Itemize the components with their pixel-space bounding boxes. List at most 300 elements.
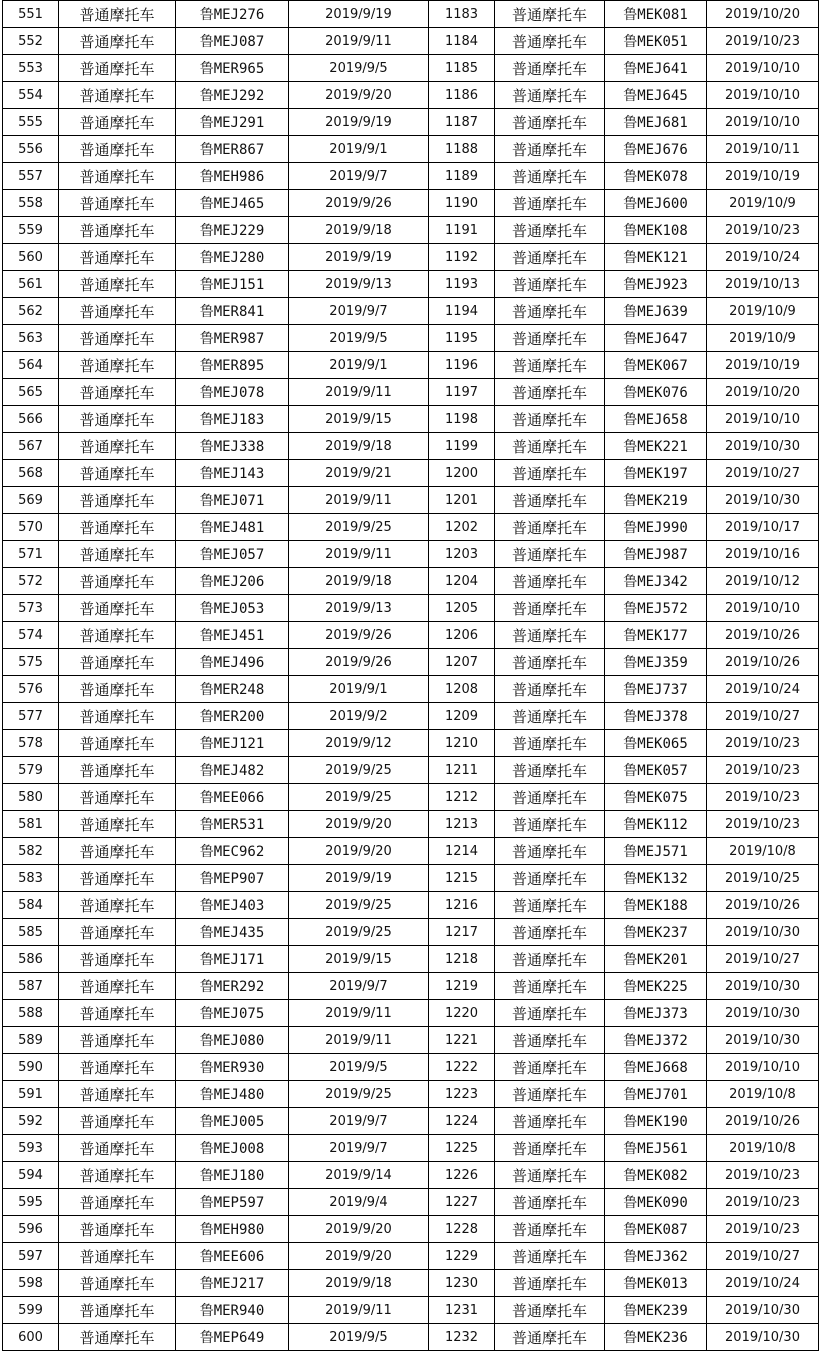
vehicle-type-cell: 普通摩托车 [495, 244, 605, 271]
plate-number-cell: 鲁MEK121 [605, 244, 707, 271]
table-row [3, 271, 819, 298]
plate-number-cell: 鲁MEK190 [605, 1108, 707, 1135]
plate-number-cell: 鲁MEJ561 [605, 1135, 707, 1162]
vehicle-type-cell: 普通摩托车 [495, 190, 605, 217]
vehicle-type-cell: 普通摩托车 [59, 28, 176, 55]
table-row [3, 217, 819, 244]
plate-number-cell: 鲁MEJ465 [176, 190, 289, 217]
vehicle-type-cell: 普通摩托车 [495, 811, 605, 838]
plate-number-cell: 鲁MEK177 [605, 622, 707, 649]
plate-number-cell: 鲁MEJ143 [176, 460, 289, 487]
plate-number-cell: 鲁MEP649 [176, 1324, 289, 1351]
plate-number-cell: 鲁MEJ180 [176, 1162, 289, 1189]
plate-number-cell: 鲁MER292 [176, 973, 289, 1000]
date-cell: 2019/9/11 [289, 1000, 429, 1027]
vehicle-type-cell: 普通摩托车 [59, 271, 176, 298]
serial-number-cell: 584 [3, 892, 59, 919]
table-row [3, 1297, 819, 1324]
vehicle-type-cell: 普通摩托车 [495, 865, 605, 892]
serial-number-cell: 1198 [429, 406, 495, 433]
plate-number-cell: 鲁MEJ647 [605, 325, 707, 352]
vehicle-type-cell: 普通摩托车 [59, 649, 176, 676]
plate-number-cell: 鲁MEJ990 [605, 514, 707, 541]
date-cell: 2019/10/26 [707, 622, 819, 649]
date-cell: 2019/10/9 [707, 325, 819, 352]
date-cell: 2019/10/8 [707, 1081, 819, 1108]
serial-number-cell: 597 [3, 1243, 59, 1270]
serial-number-cell: 578 [3, 730, 59, 757]
date-cell: 2019/9/18 [289, 1270, 429, 1297]
serial-number-cell: 586 [3, 946, 59, 973]
serial-number-cell: 1222 [429, 1054, 495, 1081]
date-cell: 2019/10/23 [707, 757, 819, 784]
date-cell: 2019/10/10 [707, 55, 819, 82]
date-cell: 2019/9/7 [289, 163, 429, 190]
date-cell: 2019/9/11 [289, 1027, 429, 1054]
plate-number-cell: 鲁MEJ372 [605, 1027, 707, 1054]
table-row [3, 406, 819, 433]
date-cell: 2019/9/26 [289, 622, 429, 649]
date-cell: 2019/10/20 [707, 379, 819, 406]
plate-number-cell: 鲁MEE066 [176, 784, 289, 811]
vehicle-type-cell: 普通摩托车 [59, 1000, 176, 1027]
serial-number-cell: 1214 [429, 838, 495, 865]
plate-number-cell: 鲁MEK108 [605, 217, 707, 244]
table-row [3, 1324, 819, 1351]
plate-number-cell: 鲁MEJ291 [176, 109, 289, 136]
date-cell: 2019/9/20 [289, 1243, 429, 1270]
serial-number-cell: 1208 [429, 676, 495, 703]
serial-number-cell: 1185 [429, 55, 495, 82]
date-cell: 2019/9/1 [289, 352, 429, 379]
date-cell: 2019/9/20 [289, 811, 429, 838]
vehicle-type-cell: 普通摩托车 [59, 1243, 176, 1270]
plate-number-cell: 鲁MEJ496 [176, 649, 289, 676]
table-row [3, 784, 819, 811]
serial-number-cell: 598 [3, 1270, 59, 1297]
vehicle-type-cell: 普通摩托车 [495, 946, 605, 973]
vehicle-type-cell: 普通摩托车 [495, 1243, 605, 1270]
table-row [3, 298, 819, 325]
date-cell: 2019/10/26 [707, 649, 819, 676]
vehicle-type-cell: 普通摩托车 [59, 298, 176, 325]
plate-number-cell: 鲁MEK236 [605, 1324, 707, 1351]
table-row [3, 352, 819, 379]
plate-number-cell: 鲁MER248 [176, 676, 289, 703]
table-row [3, 433, 819, 460]
serial-number-cell: 1201 [429, 487, 495, 514]
vehicle-type-cell: 普通摩托车 [59, 190, 176, 217]
serial-number-cell: 1217 [429, 919, 495, 946]
date-cell: 2019/10/9 [707, 298, 819, 325]
vehicle-type-cell: 普通摩托车 [59, 730, 176, 757]
table-row [3, 325, 819, 352]
serial-number-cell: 580 [3, 784, 59, 811]
serial-number-cell: 1192 [429, 244, 495, 271]
table-row [3, 514, 819, 541]
serial-number-cell: 1187 [429, 109, 495, 136]
plate-number-cell: 鲁MEK078 [605, 163, 707, 190]
date-cell: 2019/9/7 [289, 973, 429, 1000]
serial-number-cell: 1225 [429, 1135, 495, 1162]
table-row [3, 838, 819, 865]
vehicle-type-cell: 普通摩托车 [59, 919, 176, 946]
plate-number-cell: 鲁MEJ080 [176, 1027, 289, 1054]
date-cell: 2019/9/26 [289, 190, 429, 217]
plate-number-cell: 鲁MEJ362 [605, 1243, 707, 1270]
vehicle-type-cell: 普通摩托车 [59, 406, 176, 433]
table-row [3, 946, 819, 973]
date-cell: 2019/10/30 [707, 1297, 819, 1324]
plate-number-cell: 鲁MEJ078 [176, 379, 289, 406]
serial-number-cell: 1205 [429, 595, 495, 622]
plate-number-cell: 鲁MEJ681 [605, 109, 707, 136]
vehicle-type-cell: 普通摩托车 [59, 433, 176, 460]
date-cell: 2019/9/1 [289, 676, 429, 703]
date-cell: 2019/10/9 [707, 190, 819, 217]
plate-number-cell: 鲁MEJ373 [605, 1000, 707, 1027]
plate-number-cell: 鲁MER940 [176, 1297, 289, 1324]
date-cell: 2019/9/11 [289, 28, 429, 55]
vehicle-type-cell: 普通摩托车 [495, 460, 605, 487]
vehicle-type-cell: 普通摩托车 [495, 55, 605, 82]
date-cell: 2019/10/27 [707, 1243, 819, 1270]
vehicle-type-cell: 普通摩托车 [495, 136, 605, 163]
plate-number-cell: 鲁MEK057 [605, 757, 707, 784]
table-row [3, 487, 819, 514]
vehicle-type-cell: 普通摩托车 [59, 1270, 176, 1297]
table-row [3, 1081, 819, 1108]
vehicle-type-cell: 普通摩托车 [495, 676, 605, 703]
serial-number-cell: 1195 [429, 325, 495, 352]
plate-number-cell: 鲁MEJ378 [605, 703, 707, 730]
date-cell: 2019/10/30 [707, 1324, 819, 1351]
table-row [3, 28, 819, 55]
plate-number-cell: 鲁MEJ338 [176, 433, 289, 460]
plate-number-cell: 鲁MEE606 [176, 1243, 289, 1270]
table-row [3, 703, 819, 730]
date-cell: 2019/9/21 [289, 460, 429, 487]
plate-number-cell: 鲁MEJ217 [176, 1270, 289, 1297]
table-row [3, 379, 819, 406]
vehicle-type-cell: 普通摩托车 [495, 595, 605, 622]
vehicle-type-cell: 普通摩托车 [495, 541, 605, 568]
date-cell: 2019/9/19 [289, 1, 429, 28]
serial-number-cell: 587 [3, 973, 59, 1000]
vehicle-type-cell: 普通摩托车 [59, 703, 176, 730]
serial-number-cell: 581 [3, 811, 59, 838]
plate-number-cell: 鲁MER930 [176, 1054, 289, 1081]
date-cell: 2019/9/1 [289, 136, 429, 163]
plate-number-cell: 鲁MEK237 [605, 919, 707, 946]
serial-number-cell: 592 [3, 1108, 59, 1135]
date-cell: 2019/9/11 [289, 487, 429, 514]
vehicle-type-cell: 普通摩托车 [59, 1162, 176, 1189]
serial-number-cell: 570 [3, 514, 59, 541]
serial-number-cell: 1230 [429, 1270, 495, 1297]
plate-number-cell: 鲁MEJ280 [176, 244, 289, 271]
plate-number-cell: 鲁MEK219 [605, 487, 707, 514]
serial-number-cell: 585 [3, 919, 59, 946]
plate-number-cell: 鲁MEK013 [605, 1270, 707, 1297]
table-row [3, 595, 819, 622]
date-cell: 2019/10/23 [707, 28, 819, 55]
serial-number-cell: 593 [3, 1135, 59, 1162]
serial-number-cell: 599 [3, 1297, 59, 1324]
plate-number-cell: 鲁MEJ057 [176, 541, 289, 568]
date-cell: 2019/10/23 [707, 217, 819, 244]
plate-number-cell: 鲁MEJ008 [176, 1135, 289, 1162]
vehicle-type-cell: 普通摩托车 [495, 325, 605, 352]
serial-number-cell: 567 [3, 433, 59, 460]
table-row [3, 55, 819, 82]
date-cell: 2019/10/10 [707, 406, 819, 433]
plate-number-cell: 鲁MER200 [176, 703, 289, 730]
plate-number-cell: 鲁MEJ342 [605, 568, 707, 595]
plate-number-cell: 鲁MEP597 [176, 1189, 289, 1216]
date-cell: 2019/10/20 [707, 1, 819, 28]
date-cell: 2019/9/5 [289, 325, 429, 352]
serial-number-cell: 590 [3, 1054, 59, 1081]
date-cell: 2019/9/19 [289, 244, 429, 271]
plate-number-cell: 鲁MEJ639 [605, 298, 707, 325]
vehicle-type-cell: 普通摩托车 [495, 298, 605, 325]
serial-number-cell: 1220 [429, 1000, 495, 1027]
serial-number-cell: 582 [3, 838, 59, 865]
date-cell: 2019/9/25 [289, 1081, 429, 1108]
vehicle-type-cell: 普通摩托车 [59, 676, 176, 703]
plate-number-cell: 鲁MEJ121 [176, 730, 289, 757]
date-cell: 2019/9/7 [289, 298, 429, 325]
date-cell: 2019/9/15 [289, 406, 429, 433]
plate-number-cell: 鲁MEK201 [605, 946, 707, 973]
plate-number-cell: 鲁MEJ075 [176, 1000, 289, 1027]
table-row [3, 82, 819, 109]
vehicle-type-cell: 普通摩托车 [495, 1054, 605, 1081]
date-cell: 2019/9/7 [289, 1108, 429, 1135]
plate-number-cell: 鲁MEK082 [605, 1162, 707, 1189]
vehicle-type-cell: 普通摩托车 [495, 730, 605, 757]
serial-number-cell: 595 [3, 1189, 59, 1216]
plate-number-cell: 鲁MEJ676 [605, 136, 707, 163]
vehicle-type-cell: 普通摩托车 [495, 568, 605, 595]
serial-number-cell: 1190 [429, 190, 495, 217]
plate-number-cell: 鲁MEH986 [176, 163, 289, 190]
vehicle-type-cell: 普通摩托车 [59, 784, 176, 811]
serial-number-cell: 562 [3, 298, 59, 325]
table-row [3, 1135, 819, 1162]
table-row [3, 541, 819, 568]
serial-number-cell: 1186 [429, 82, 495, 109]
date-cell: 2019/9/12 [289, 730, 429, 757]
plate-number-cell: 鲁MEJ645 [605, 82, 707, 109]
date-cell: 2019/9/11 [289, 379, 429, 406]
vehicle-type-cell: 普通摩托车 [495, 919, 605, 946]
vehicle-type-cell: 普通摩托车 [59, 1189, 176, 1216]
serial-number-cell: 557 [3, 163, 59, 190]
serial-number-cell: 1209 [429, 703, 495, 730]
plate-number-cell: 鲁MEJ701 [605, 1081, 707, 1108]
vehicle-type-cell: 普通摩托车 [495, 379, 605, 406]
plate-number-cell: 鲁MEJ071 [176, 487, 289, 514]
serial-number-cell: 1207 [429, 649, 495, 676]
plate-number-cell: 鲁MEJ087 [176, 28, 289, 55]
date-cell: 2019/10/27 [707, 946, 819, 973]
table-row [3, 1216, 819, 1243]
plate-number-cell: 鲁MEK051 [605, 28, 707, 55]
plate-number-cell: 鲁MEJ923 [605, 271, 707, 298]
vehicle-type-cell: 普通摩托车 [495, 1135, 605, 1162]
vehicle-type-cell: 普通摩托车 [59, 1216, 176, 1243]
serial-number-cell: 559 [3, 217, 59, 244]
serial-number-cell: 1223 [429, 1081, 495, 1108]
vehicle-type-cell: 普通摩托车 [59, 1081, 176, 1108]
date-cell: 2019/10/16 [707, 541, 819, 568]
table-row [3, 865, 819, 892]
date-cell: 2019/10/23 [707, 811, 819, 838]
vehicle-type-cell: 普通摩托车 [59, 541, 176, 568]
date-cell: 2019/10/23 [707, 784, 819, 811]
date-cell: 2019/10/26 [707, 892, 819, 919]
plate-number-cell: 鲁MEJ206 [176, 568, 289, 595]
table-row [3, 649, 819, 676]
date-cell: 2019/9/20 [289, 838, 429, 865]
plate-number-cell: 鲁MEJ481 [176, 514, 289, 541]
serial-number-cell: 596 [3, 1216, 59, 1243]
vehicle-type-cell: 普通摩托车 [59, 514, 176, 541]
serial-number-cell: 1227 [429, 1189, 495, 1216]
date-cell: 2019/9/5 [289, 1324, 429, 1351]
date-cell: 2019/9/20 [289, 1216, 429, 1243]
date-cell: 2019/10/11 [707, 136, 819, 163]
plate-number-cell: 鲁MEK132 [605, 865, 707, 892]
vehicle-type-cell: 普通摩托车 [59, 379, 176, 406]
table-row [3, 1027, 819, 1054]
date-cell: 2019/10/10 [707, 82, 819, 109]
date-cell: 2019/10/27 [707, 703, 819, 730]
serial-number-cell: 589 [3, 1027, 59, 1054]
vehicle-type-cell: 普通摩托车 [495, 1081, 605, 1108]
date-cell: 2019/10/26 [707, 1108, 819, 1135]
plate-number-cell: 鲁MEJ292 [176, 82, 289, 109]
plate-number-cell: 鲁MEJ276 [176, 1, 289, 28]
plate-number-cell: 鲁MEJ171 [176, 946, 289, 973]
serial-number-cell: 1232 [429, 1324, 495, 1351]
serial-number-cell: 1212 [429, 784, 495, 811]
table-row [3, 1189, 819, 1216]
serial-number-cell: 1184 [429, 28, 495, 55]
vehicle-type-cell: 普通摩托车 [495, 82, 605, 109]
serial-number-cell: 566 [3, 406, 59, 433]
date-cell: 2019/10/8 [707, 1135, 819, 1162]
date-cell: 2019/9/18 [289, 433, 429, 460]
date-cell: 2019/10/24 [707, 244, 819, 271]
vehicle-type-cell: 普通摩托车 [59, 136, 176, 163]
serial-number-cell: 555 [3, 109, 59, 136]
table-row [3, 892, 819, 919]
vehicle-type-cell: 普通摩托车 [59, 325, 176, 352]
vehicle-type-cell: 普通摩托车 [59, 865, 176, 892]
date-cell: 2019/9/18 [289, 217, 429, 244]
vehicle-type-cell: 普通摩托车 [59, 568, 176, 595]
plate-number-cell: 鲁MEC962 [176, 838, 289, 865]
serial-number-cell: 1203 [429, 541, 495, 568]
date-cell: 2019/10/25 [707, 865, 819, 892]
table-row [3, 973, 819, 1000]
plate-number-cell: 鲁MEJ571 [605, 838, 707, 865]
vehicle-type-cell: 普通摩托车 [495, 703, 605, 730]
serial-number-cell: 553 [3, 55, 59, 82]
vehicle-type-cell: 普通摩托车 [59, 55, 176, 82]
serial-number-cell: 1204 [429, 568, 495, 595]
serial-number-cell: 583 [3, 865, 59, 892]
date-cell: 2019/9/18 [289, 568, 429, 595]
date-cell: 2019/9/25 [289, 919, 429, 946]
serial-number-cell: 1191 [429, 217, 495, 244]
vehicle-type-cell: 普通摩托车 [495, 217, 605, 244]
vehicle-type-cell: 普通摩托车 [59, 217, 176, 244]
serial-number-cell: 588 [3, 1000, 59, 1027]
plate-number-cell: 鲁MEJ451 [176, 622, 289, 649]
table-row [3, 730, 819, 757]
date-cell: 2019/10/12 [707, 568, 819, 595]
plate-number-cell: 鲁MEJ641 [605, 55, 707, 82]
vehicle-type-cell: 普通摩托车 [59, 163, 176, 190]
vehicle-type-cell: 普通摩托车 [59, 1027, 176, 1054]
vehicle-type-cell: 普通摩托车 [59, 1, 176, 28]
serial-number-cell: 1211 [429, 757, 495, 784]
vehicle-type-cell: 普通摩托车 [495, 28, 605, 55]
date-cell: 2019/10/17 [707, 514, 819, 541]
vehicle-type-cell: 普通摩托车 [59, 1297, 176, 1324]
date-cell: 2019/10/23 [707, 1216, 819, 1243]
serial-number-cell: 563 [3, 325, 59, 352]
table-row [3, 1162, 819, 1189]
plate-number-cell: 鲁MEJ480 [176, 1081, 289, 1108]
table-row [3, 190, 819, 217]
plate-number-cell: 鲁MEJ435 [176, 919, 289, 946]
vehicle-type-cell: 普通摩托车 [495, 352, 605, 379]
date-cell: 2019/9/5 [289, 1054, 429, 1081]
table-row [3, 136, 819, 163]
table-row [3, 1000, 819, 1027]
plate-number-cell: 鲁MEJ151 [176, 271, 289, 298]
date-cell: 2019/9/13 [289, 595, 429, 622]
date-cell: 2019/10/23 [707, 730, 819, 757]
plate-number-cell: 鲁MEK225 [605, 973, 707, 1000]
serial-number-cell: 1216 [429, 892, 495, 919]
plate-number-cell: 鲁MEJ005 [176, 1108, 289, 1135]
serial-number-cell: 576 [3, 676, 59, 703]
date-cell: 2019/9/20 [289, 82, 429, 109]
date-cell: 2019/9/25 [289, 757, 429, 784]
table-row [3, 919, 819, 946]
serial-number-cell: 575 [3, 649, 59, 676]
vehicle-type-cell: 普通摩托车 [495, 1216, 605, 1243]
plate-number-cell: 鲁MEJ668 [605, 1054, 707, 1081]
vehicle-type-cell: 普通摩托车 [495, 487, 605, 514]
vehicle-type-cell: 普通摩托车 [59, 838, 176, 865]
serial-number-cell: 577 [3, 703, 59, 730]
vehicle-type-cell: 普通摩托车 [495, 838, 605, 865]
plate-number-cell: 鲁MER987 [176, 325, 289, 352]
plate-number-cell: 鲁MEJ658 [605, 406, 707, 433]
serial-number-cell: 1229 [429, 1243, 495, 1270]
vehicle-type-cell: 普通摩托车 [495, 1, 605, 28]
plate-number-cell: 鲁MEJ600 [605, 190, 707, 217]
serial-number-cell: 554 [3, 82, 59, 109]
table-body [3, 1, 819, 1351]
